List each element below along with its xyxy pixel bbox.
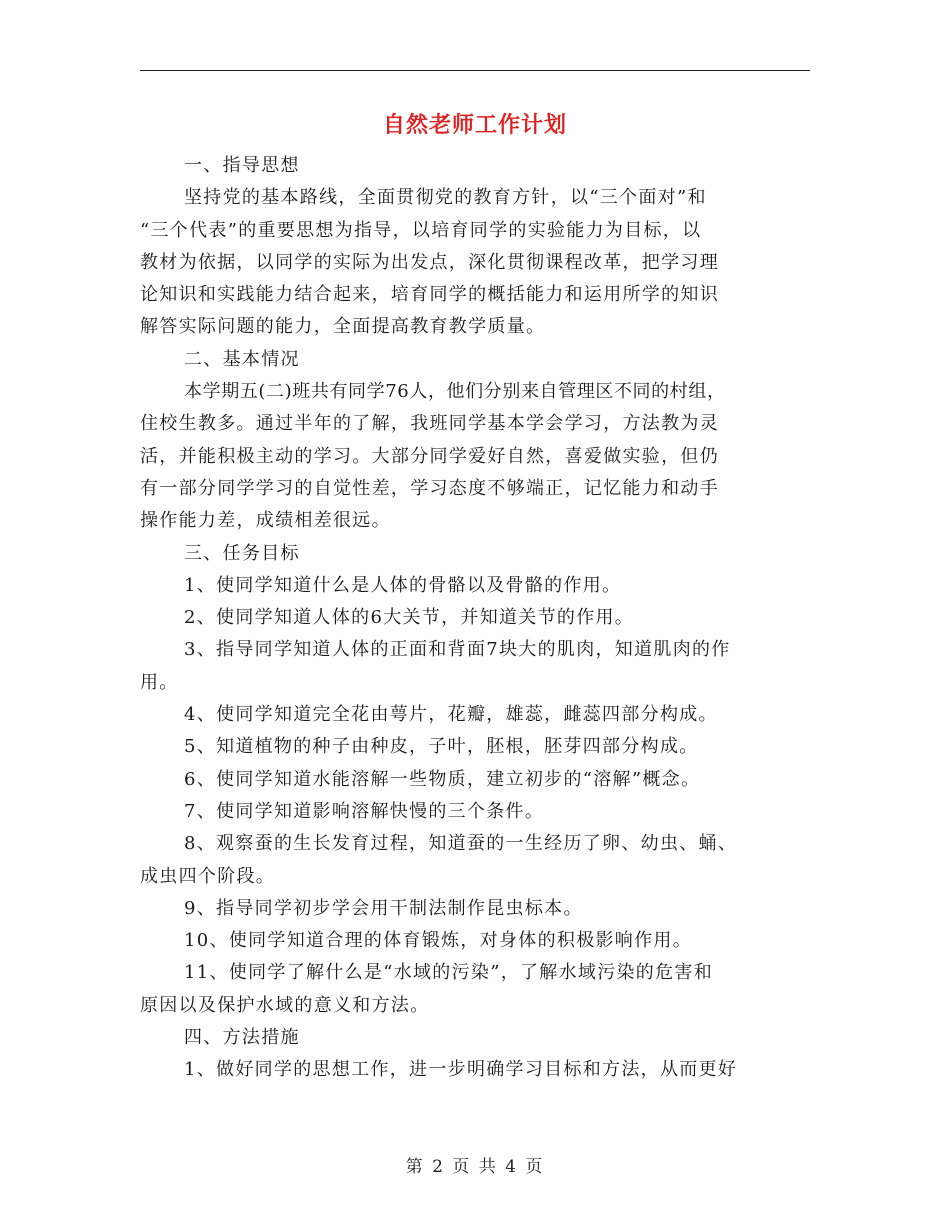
list-item: 1、使同学知道什么是人体的骨骼以及骨骼的作用。 <box>184 574 622 596</box>
paragraph-line: 住校生教多。通过半年的了解，我班同学基本学会学习，方法教为灵 <box>140 413 719 435</box>
list-item: 4、使同学知道完全花由萼片，花瓣，雄蕊，雌蕊四部分构成。 <box>184 704 718 726</box>
list-item-continuation: 用。 <box>140 671 179 693</box>
paragraph-line: 本学期五(二)班共有同学76人，他们分别来自管理区不同的村组， <box>184 381 726 403</box>
paragraph-line: 解答实际问题的能力，全面提高教育教学质量。 <box>140 316 546 338</box>
list-item: 8、观察蚕的生长发育过程，知道蚕的一生经历了卵、幼虫、蛹、 <box>184 833 738 855</box>
list-item: 1、做好同学的思想工作，进一步明确学习目标和方法，从而更好 <box>184 1059 738 1081</box>
section-heading: 三、任务目标 <box>184 542 300 564</box>
paragraph-line: 有一部分同学学习的自觉性差，学习态度不够端正，记忆能力和动手 <box>140 477 719 499</box>
page-footer: 第 2 页 共 4 页 <box>405 1157 545 1177</box>
document-body <box>140 150 810 1087</box>
list-item: 6、使同学知道水能溶解一些物质，建立初步的“溶解”概念。 <box>184 768 701 790</box>
list-item-continuation: 成虫四个阶段。 <box>140 865 276 887</box>
list-item: 11、使同学了解什么是“水域的污染”，了解水域污染的危害和 <box>184 962 714 984</box>
paragraph-line: 坚持党的基本路线，全面贯彻党的教育方针，以“三个面对”和 <box>184 187 707 209</box>
paragraph-line: “三个代表”的重要思想为指导，以培育同学的实验能力为目标，以 <box>140 219 702 241</box>
paragraph-line: 操作能力差，成绩相差很远。 <box>140 510 391 532</box>
list-item: 9、指导同学初步学会用干制法制作昆虫标本。 <box>184 897 583 919</box>
list-item: 2、使同学知道人体的6大关节，并知道关节的作用。 <box>184 607 635 629</box>
section-heading: 四、方法措施 <box>184 1027 300 1049</box>
paragraph-line: 论知识和实践能力结合起来，培育同学的概括能力和运用所学的知识 <box>140 284 719 306</box>
list-item-continuation: 原因以及保护水域的意义和方法。 <box>140 994 430 1016</box>
document-title: 自然老师工作计划 <box>382 113 567 138</box>
list-item: 7、使同学知道影响溶解快慢的三个条件。 <box>184 800 545 822</box>
header-rule <box>140 70 810 71</box>
section-heading: 二、基本情况 <box>184 348 300 370</box>
list-item: 5、知道植物的种子由种皮，子叶，胚根，胚芽四部分构成。 <box>184 736 699 758</box>
paragraph-line: 活，并能积极主动的学习。大部分同学爱好自然，喜爱做实验，但仍 <box>140 445 719 467</box>
list-item: 10、使同学知道合理的体育锻炼，对身体的积极影响作用。 <box>184 930 693 952</box>
paragraph-line: 教材为依据，以同学的实际为出发点，深化贯彻课程改革，把学习理 <box>140 251 719 273</box>
section-heading: 一、指导思想 <box>184 155 300 176</box>
list-item: 3、指导同学知道人体的正面和背面7块大的肌肉，知道肌肉的作 <box>184 639 731 661</box>
